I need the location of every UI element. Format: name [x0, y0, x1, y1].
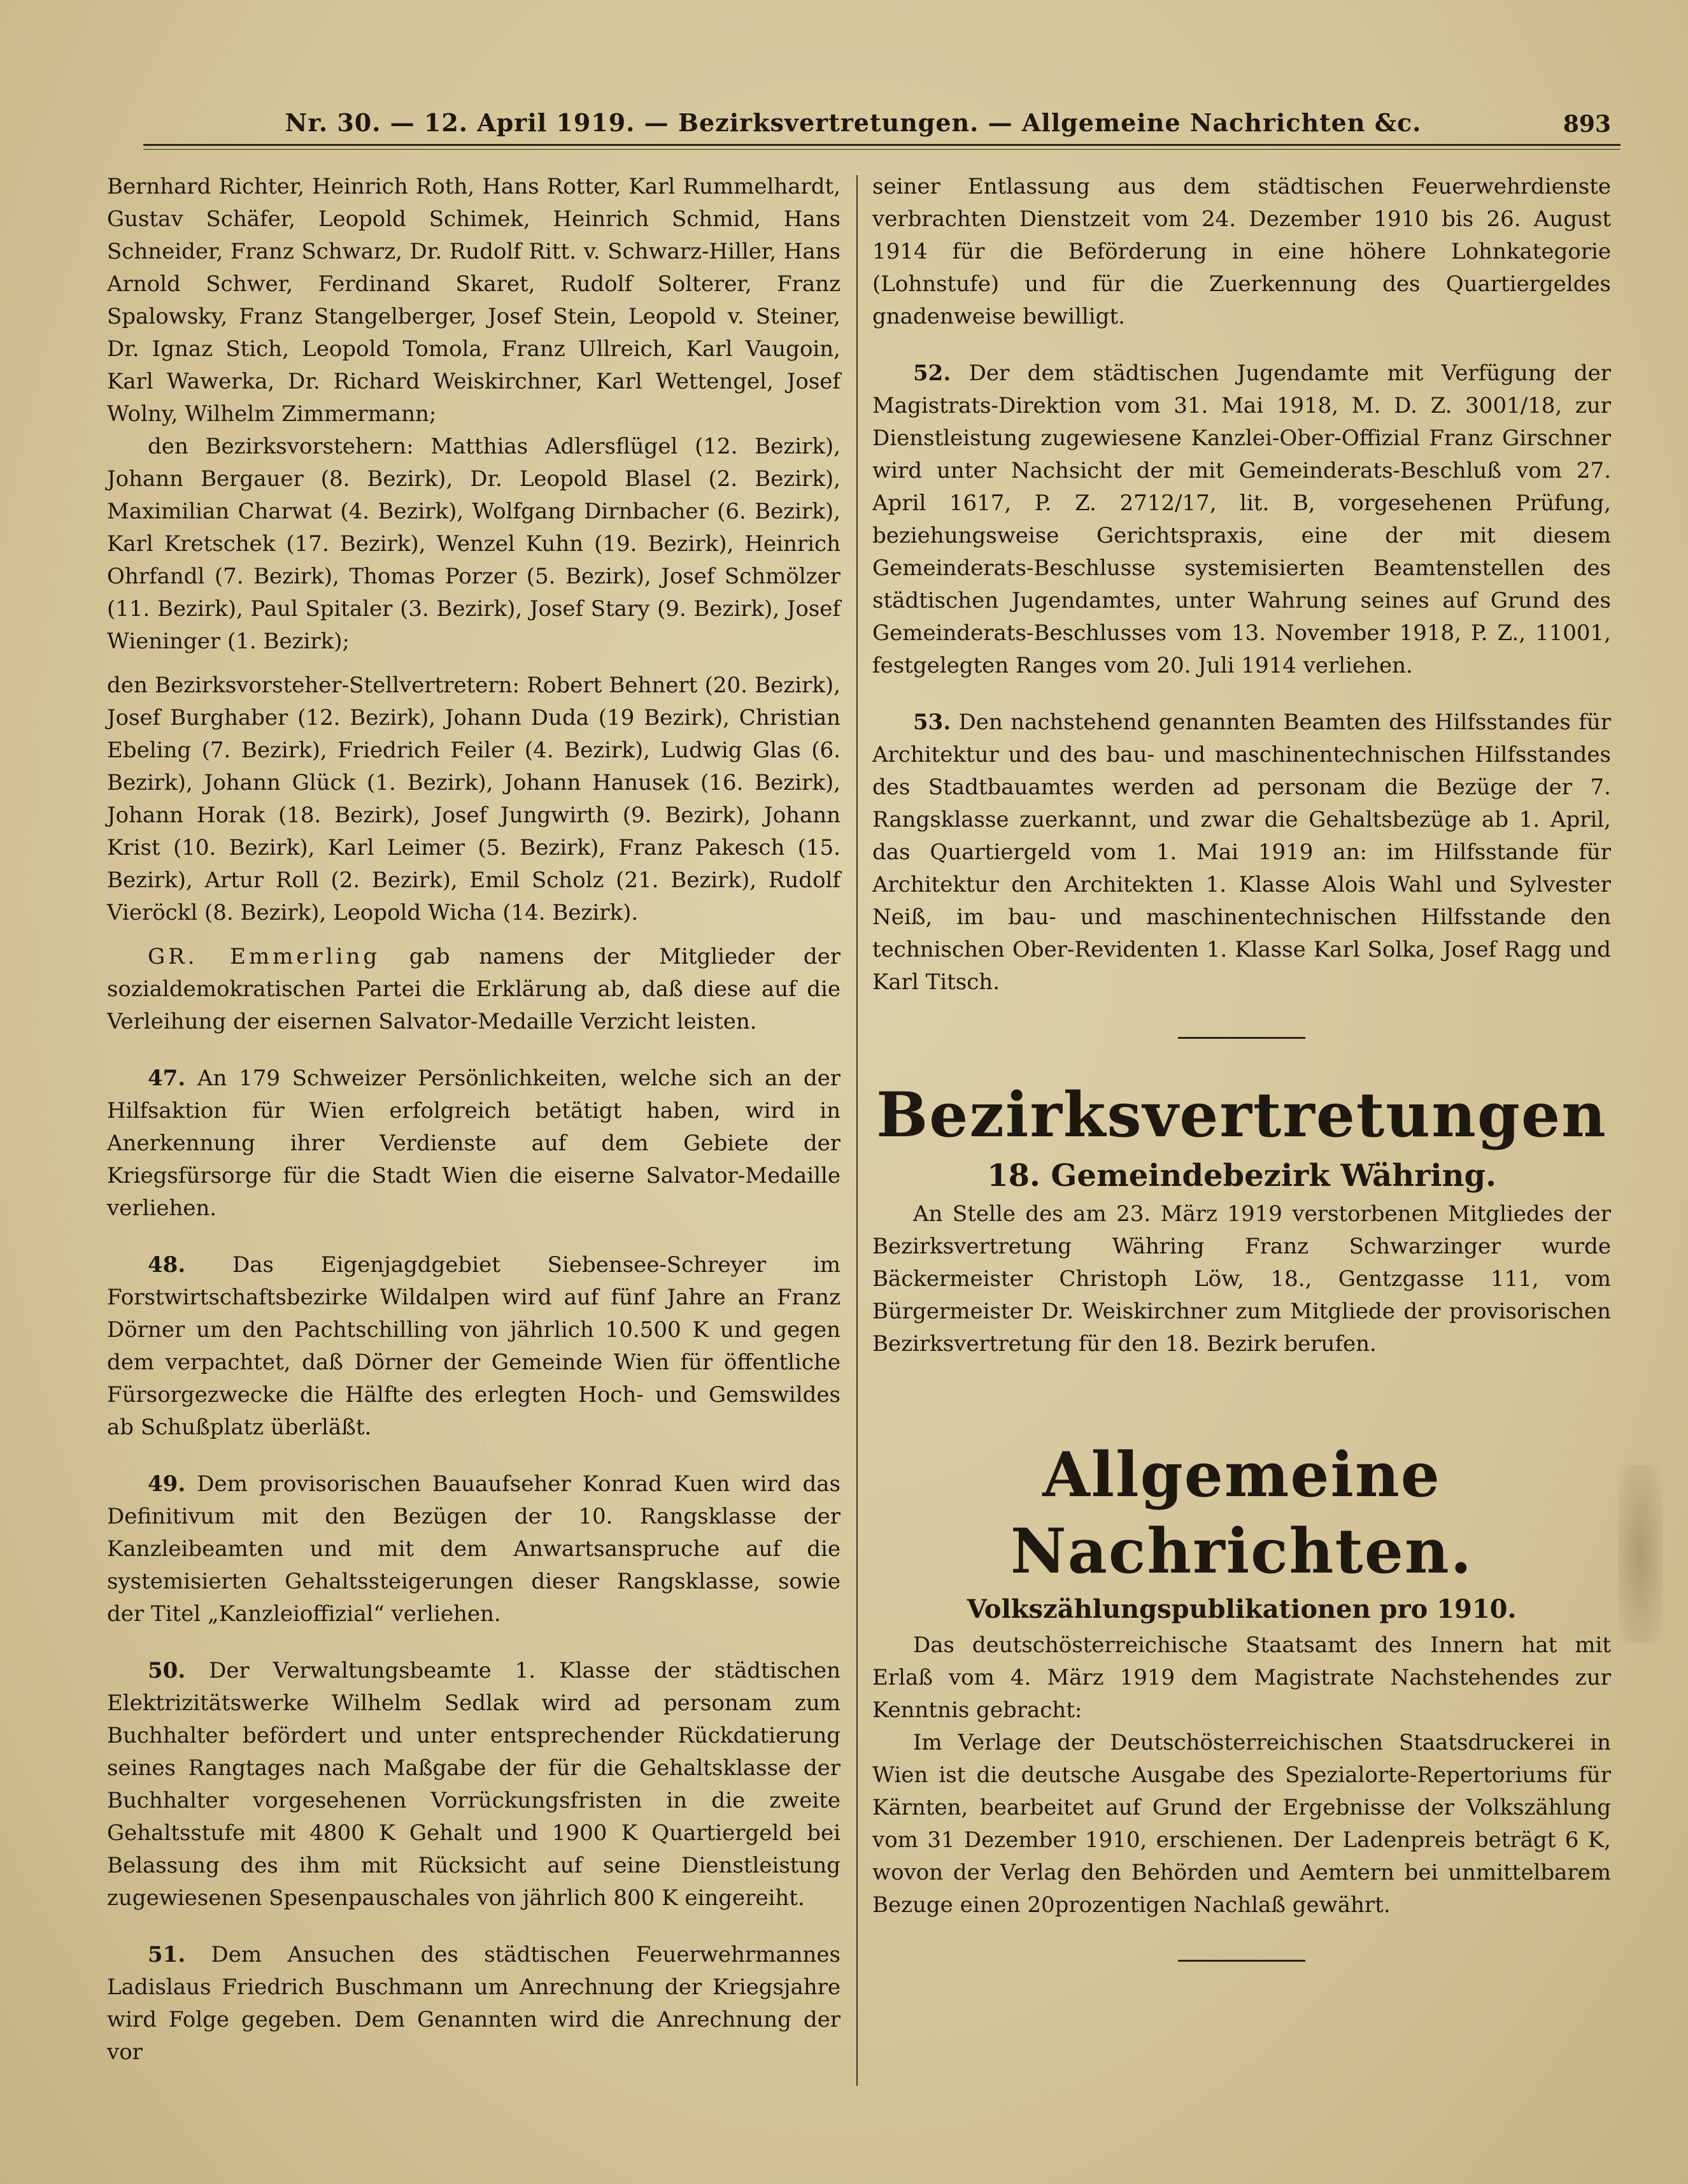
item-number: 49. — [148, 1471, 186, 1497]
item-number: 48. — [148, 1252, 186, 1278]
item-number: 52. — [913, 360, 951, 386]
header-rule — [143, 144, 1621, 146]
right-column — [872, 171, 1611, 1962]
running-header — [96, 102, 1611, 146]
paper-stain — [1618, 1465, 1663, 1643]
header-rule-thin — [143, 149, 1621, 150]
page-number: 893 — [1563, 111, 1611, 138]
paragraph-staatsamt: Das deutschösterreichische Staatsamt des Innern hat mit Erlaß vom 4. März 1919 dem Magistrate Nachstehendes zur Kenntnis gebracht: — [872, 1632, 1611, 1723]
left-column — [107, 171, 840, 2069]
item-number: 53. — [913, 710, 951, 735]
paragraph-bezirksvorsteher: den Bezirksvorstehern: Matthias Adlersflügel (12. Bezirk), Johann Bergauer (8. Bezirk), Dr. Leopold Blasel (2. Bezirk), Maximilian Charwat (4. Bezirk), Wolfgang Dirnbacher (6. Bezirk), Karl Kretschek (17. Bezirk), Wenzel Kuhn (19. Bezirk), Heinrich Ohrfandl (7. Bezirk), Thomas Porzer (5. Bezirk), Josef Schmölzer (11. Bezirk), Paul Spitaler (3. Bezirk), Josef Stary (9. Bezirk), Josef Wieninger (1. Bezirk); — [107, 434, 840, 654]
section-title-allgemeine-nachrichten: Allgemeine Nachrichten. — [1010, 1439, 1473, 1587]
paragraph-names: Bernhard Richter, Heinrich Roth, Hans Rotter, Karl Rummelhardt, Gustav Schäfer, Leopold Schimek, Heinrich Schmid, Hans Schneider, Franz Schwarz, Dr. Rudolf Ritt. v. Schwarz-Hiller, Hans Arnold Schwer, Ferdinand Skaret, Rudolf Solterer, Franz Spalowsky, Franz Stangelberger, Josef Stein, Leopold v. Steiner, Dr. Ignaz Stich, Leopold Tomola, Franz Ullreich, Karl Vaugoin, Karl Wawerka, Dr. Richard Weiskirchner, Karl Wettengel, Josef Wolny, Wilhelm Zimmermann; — [107, 174, 840, 427]
subsection-title-volkszaehlung: Volkszählungspublikationen pro 1910. — [967, 1594, 1517, 1624]
item-47: 47. An 179 Schweizer Persönlichkeiten, welche sich an der Hilfsaktion für Wien erfolgreich betätigt haben, wird in Anerkennung ihrer Verdienste auf dem Gebiete der Kriegsfürsorge für die Stadt Wien die eiserne Salvator-Medaille verliehen. — [107, 1066, 840, 1221]
item-52: 52. Der dem städtischen Jugendamte mit Verfügung der Magistrats-Direktion vom 31. Mai 1918, M. D. Z. 3001/18, zur Dienstleistung zugewiesene Kanzlei-Ober-Offizial Franz Girschner wird unter Nachsicht der mit Gemeinderats-Beschluß vom 27. April 1617, P. Z. 2712/17, lit. B, vorgesehenen Prüfung, beziehungsweise Gerichtspraxis, eine der mit diesem Gemeinderats-Beschlusse systemisierten Beamtenstellen des städtischen Jugendamtes, unter Wahrung seines auf Grund des Gemeinderats-Beschlusses vom 13. November 1918, P. Z., 11001, festgelegten Ranges vom 20. Juli 1914 verliehen. — [872, 360, 1611, 678]
item-49: 49. Dem provisorischen Bauaufseher Konrad Kuen wird das Definitivum mit den Bezügen der 10. Rangsklasse der Kanzleibeamten und mit dem Anwartsanspruche auf die systemisierten Gehaltssteigerungen dieser Rangsklasse, sowie der Titel „Kanzleioffizial“ verliehen. — [107, 1471, 840, 1627]
item-48: 48. Das Eigenjagdgebiet Siebensee-Schreyer im Forstwirtschaftsbezirke Wildalpen wird auf fünf Jahre an Franz Dörner um den Pachtschilling von jährlich 10.500 K und gegen dem verpachtet, daß Dörner der Gemeinde Wien für öffentliche Fürsorgezwecke die Hälfte des erlegten Hoch- und Gemswildes ab Schußplatz überläßt. — [107, 1252, 840, 1440]
paragraph-emmerling: GR. Emmerling gab namens der Mitglieder der sozialdemokratischen Partei die Erklärung ab, daß diese auf die Verleihung der eisernen Salvator-Medaille Verzicht leisten. — [107, 944, 840, 1034]
item-50: 50. Der Verwaltungsbeamte 1. Klasse der städtischen Elektrizitätswerke Wilhelm Sedlak wird ad personam zum Buchhalter befördert und unter entsprechender Rückdatierung seines Rangtages nach Maßgabe der für die Gehaltsklasse der Buchhalter vorgesehenen Vorrückungsfristen in die zweite Gehaltsstufe mit 4800 K Gehalt und 1900 K Quartiergeld bei Belassung des ihm mit Rücksicht auf seine Dienstleistung zugewiesenen Spesenpauschales von jährlich 800 K eingereiht. — [107, 1658, 840, 1911]
paragraph-stellvertreter: den Bezirksvorsteher-Stellvertretern: Robert Behnert (20. Bezirk), Josef Burghaber (12. Bezirk), Johann Duda (19 Bezirk), Christian Ebeling (7. Bezirk), Friedrich Feiler (4. Bezirk), Ludwig Glas (6. Bezirk), Johann Glück (1. Bezirk), Johann Hanusek (16. Bezirk), Johann Horak (18. Bezirk), Josef Jungwirth (9. Bezirk), Johann Krist (10. Bezirk), Karl Leimer (5. Bezirk), Franz Pakesch (15. Bezirk), Artur Roll (2. Bezirk), Emil Scholz (21. Bezirk), Rudolf Vieröckl (8. Bezirk), Leopold Wicha (14. Bezirk). — [107, 673, 840, 925]
paragraph-waehring: An Stelle des am 23. März 1919 verstorbenen Mitgliedes der Bezirksvertretung Währing Franz Schwarzinger wurde Bäckermeister Christoph Löw, 18., Gentzgasse 111, vom Bürgermeister Dr. Weiskirchner zum Mitgliede der provisorischen Bezirksvertretung für den 18. Bezirk berufen. — [872, 1201, 1611, 1357]
running-title: Nr. 30. — 12. April 1919. — Bezirksvertretungen. — Allgemeine Nachrichten &c. — [285, 108, 1422, 137]
column-divider — [856, 175, 858, 2086]
emmerling-name: GR. Emmerling — [148, 944, 381, 969]
item-number: 47. — [148, 1066, 186, 1091]
item-number: 50. — [148, 1658, 186, 1683]
item-51: 51. Dem Ansuchen des städtischen Feuerwehrmannes Ladislaus Friedrich Buschmann um Anrechnung der Kriegsjahre wird Folge gegeben. Dem Genannten wird die Anrechnung der vor — [107, 1942, 840, 2065]
paragraph-repertorium: Im Verlage der Deutschösterreichischen Staatsdruckerei in Wien ist die deutsche Ausgabe des Spezialorte-Repertoriums für Kärnten, bearbeitet auf Grund der Ergebnisse der Volkszählung vom 31 Dezember 1910, erschienen. Der Ladenpreis beträgt 6 K, wovon der Verlag den Behörden und Aemtern bei unmittelbarem Bezuge einen 20prozentigen Nachlaß gewährt. — [872, 1730, 1611, 1918]
subsection-title-waehring: 18. Gemeindebezirk Währing. — [987, 1158, 1496, 1194]
section-title-bezirksvertretungen: Bezirksvertretungen — [876, 1079, 1607, 1151]
item-53: 53. Den nachstehend genannten Beamten des Hilfsstandes für Architektur und des bau- und maschinentechnischen Hilfsstandes des Stadtbauamtes werden ad personam die Bezüge der 7. Rangsklasse zuerkannt, und zwar die Gehaltsbezüge ab 1. April, das Quartiergeld vom 1. Mai 1919 an: im Hilfsstande für Architektur den Architekten 1. Klasse Alois Wahl und Sylvester Neiß, im bau- und maschinentechnischen Hilfsstande den technischen Ober-Revidenten 1. Klasse Karl Solka, Josef Ragg und Karl Titsch. — [872, 710, 1611, 995]
paragraph-continuation: seiner Entlassung aus dem städtischen Feuerwehrdienste verbrachten Dienstzeit vom 24. Dezember 1910 bis 26. August 1914 für die Beförderung in eine höhere Lohnkategorie (Lohnstufe) und für die Zuerkennung des Quartiergeldes gnadenweise bewilligt. — [872, 174, 1611, 329]
section-separator-end — [1178, 1960, 1305, 1962]
item-number: 51. — [148, 1942, 186, 1967]
